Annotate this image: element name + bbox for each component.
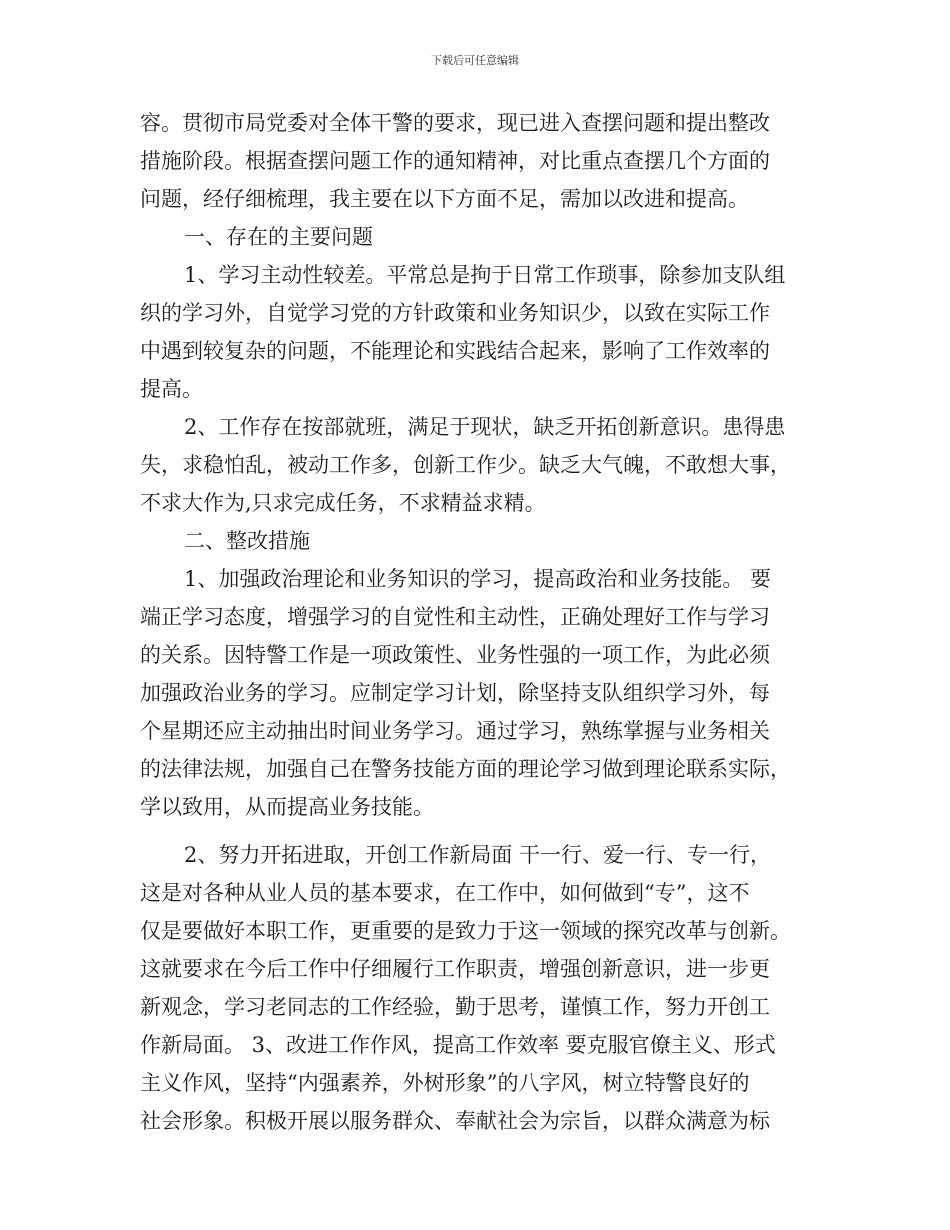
section-heading: 一、存在的主要问题 (184, 225, 373, 249)
text-line: 措施阶段。根据查摆问题工作的通知精神，对比重点查摆几个方面的 (140, 149, 770, 173)
text-line: 失，求稳怕乱，被动工作多，创新工作少。缺乏大气魄，不敢想大事， (140, 453, 791, 477)
text-line: 容。贯彻市局党委对全体干警的要求，现已进入查摆问题和提出整改 (140, 111, 770, 135)
text-line: 2、工作存在按部就班，满足于现状，缺乏开拓创新意识。患得患 (184, 415, 786, 439)
paragraph-gap (140, 826, 810, 836)
document-body (140, 104, 810, 1140)
text-line: 主义作风，坚持“内强素养，外树形象”的八字风，树立特警良好的 (140, 1071, 750, 1095)
text-line: 中遇到较复杂的问题，不能理论和实践结合起来，影响了工作效率的 (140, 339, 770, 363)
text-line: 1、学习主动性较差。平常总是拘于日常工作琐事，除参加支队组 (184, 263, 786, 287)
text-line: 问题，经仔细梳理，我主要在以下方面不足，需加以改进和提高。 (140, 187, 749, 211)
text-line: 这就要求在今后工作中仔细履行工作职责，增强创新意识，进一步更 (140, 957, 770, 981)
text-line: 仅是要做好本职工作，更重要的是致力于这一领域的探究改革与创新。 (140, 919, 791, 943)
text-line: 1、加强政治理论和业务知识的学习，提高政治和业务技能。 要 (184, 567, 772, 591)
text-line: 的法律法规，加强自己在警务技能方面的理论学习做到理论联系实际， (140, 757, 791, 781)
text-line: 这是对各种从业人员的基本要求，在工作中，如何做到“专”，这不 (140, 881, 750, 905)
text-line: 提高。 (140, 377, 203, 401)
section-heading: 二、整改措施 (184, 529, 310, 553)
text-line: 不求大作为,只求完成任务，不求精益求精。 (140, 491, 546, 515)
text-line: 新观念，学习老同志的工作经验，勤于思考，谨慎工作，努力开创工 (140, 995, 770, 1019)
text-line: 个星期还应主动抽出时间业务学习。通过学习，熟练掌握与业务相关 (140, 719, 770, 743)
text-line: 学以致用，从而提高业务技能。 (140, 795, 434, 819)
text-line: 加强政治业务的学习。应制定学习计划，除坚持支队组织学习外，每 (140, 681, 770, 705)
text-line: 织的学习外，自觉学习党的方针政策和业务知识少，以致在实际工作 (140, 301, 770, 325)
text-line: 社会形象。积极开展以服务群众、奉献社会为宗旨，以群众满意为标 (140, 1109, 770, 1133)
page-header: 下载后可任意编辑 (431, 54, 519, 67)
text-line: 端正学习态度，增强学习的自觉性和主动性，正确处理好工作与学习 (140, 605, 770, 629)
text-line: 2、努力开拓进取，开创工作新局面 干一行、爱一行、专一行， (184, 843, 772, 867)
text-line: 作新局面。 3、改进工作作风，提高工作效率 要克服官僚主义、形式 (140, 1033, 776, 1057)
text-line: 的关系。因特警工作是一项政策性、业务性强的一项工作，为此必须 (140, 643, 770, 667)
